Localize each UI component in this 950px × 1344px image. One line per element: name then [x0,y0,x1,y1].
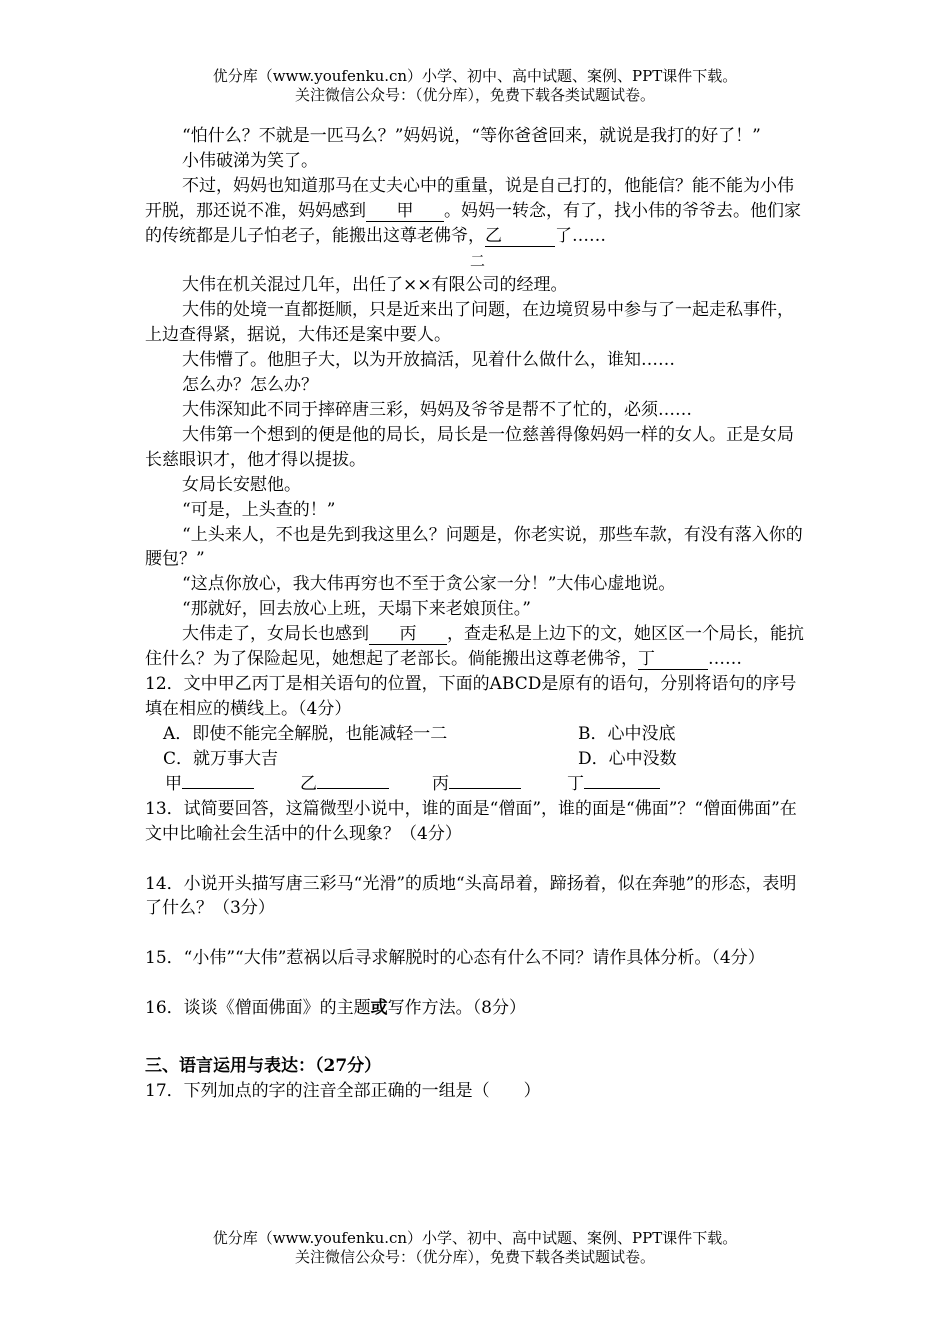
question-12: 12．文中甲乙丙丁是相关语句的位置，下面的ABCD是原有的语句，分别将语句的序号填在相应的横线上。（4分） [145,673,797,719]
question-16-text: 写作方法。（8分） [387,998,526,1019]
answer-blank-ding [567,772,660,797]
answer-label: 乙 [300,773,317,794]
passage-paragraph: “怕什么？不就是一匹马么？”妈妈说，“等你爸爸回来，就说是我打的好了！” [182,126,761,146]
section-3-heading: 三、语言运用与表达：（27分） [145,1056,382,1077]
question-14: 14．小说开头描写唐三彩马“光滑”的质地“头高昂着，蹄扬着，似在奔驰”的形态，表明了什么？（3分） [145,873,797,919]
answer-space [145,1021,810,1046]
blank-yi: 乙 [485,227,555,247]
answer-line [317,788,389,789]
question-15: 15．“小伟”“大伟”惹祸以后寻求解脱时的心态有什么不同？请作具体分析。（4分） [145,948,765,969]
passage-paragraph: “可是，上头查的！” [182,499,336,520]
passage-paragraph: “这点你放心，我大伟再穷也不至于贪公家一分！”大伟心虚地说。 [182,574,676,595]
header-line-1: 优分库（www.youfenku.cn）小学、初中、高中试题、案例、PPT课件下载。 [212,67,738,85]
option-d: D．心中没数 [578,748,677,769]
passage-paragraph: “那就好，回去放心上班，天塌下来老娘顶住。” [182,599,531,620]
passage-paragraph: 大伟懵了。他胆子大，以为开放搞活，见着什么做什么，谁知…… [182,350,675,371]
passage-paragraph: 小伟破涕为笑了。 [182,150,318,171]
answer-line [449,788,521,789]
option-a: A．即使不能完全解脱，也能减轻一二 [163,723,448,744]
passage-text: 。妈妈一转念，有了，找小伟的爷爷去。他们家的传统都是儿子怕老子，能搬出这尊老佛爷， [145,200,801,246]
header-line-2: 关注微信公众号：（优分库），免费下载各类试题试卷。 [294,86,655,104]
question-16-text: 16．谈谈《僧面佛面》的主题 [145,998,371,1019]
question-16-or: 或 [370,998,388,1019]
answer-space [145,847,810,872]
passage-paragraph: 大伟深知此不同于摔碎唐三彩，妈妈及爷爷是帮不了忙的，必须…… [182,399,692,420]
passage-paragraph: 大伟的处境一直都挺顺，只是近来出了问题，在边境贸易中参与了一起走私事件，上边查得紧，据说，大伟还是案中要人。 [145,300,794,346]
answer-label: 丁 [567,773,584,794]
passage-paragraph: 女局长安慰他。 [182,474,301,495]
section-number-2: 二 [469,251,485,270]
passage-paragraph: “上头来人，不也是先到我这里么？问题是，你老实说，那些车款，有没有落入你的腰包？” [145,524,803,570]
passage-paragraph: 大伟在机关混过几年，出任了××有限公司的经理。 [182,275,568,296]
passage-text: 不过，妈妈也知道那马在丈夫心中的重量，说是自己打的，他能信？能不能为小伟开脱，那还说不准，妈妈感到 [145,175,794,221]
answer-space [145,1046,810,1054]
passage-text: 大伟走了，女局长也感到 [182,624,369,645]
footer-line-1: 优分库（www.youfenku.cn）小学、初中、高中试题、案例、PPT课件下载。 [212,1229,738,1247]
answer-label: 甲 [165,773,182,794]
passage-text: 了…… [555,225,606,246]
blank-bing: 丙 [369,625,447,645]
question-16 [145,996,810,1021]
answer-label: 丙 [432,773,449,794]
answer-line [182,788,254,789]
question-13: 13．试简要回答，这篇微型小说中，谁的面是“僧面”，谁的面是“佛面”？“僧面佛面”在文中比喻社会生活中的什么现象？（4分） [145,798,797,844]
page-header [0,67,950,105]
option-c: C．就万事大吉 [163,748,279,769]
passage-paragraph [145,174,810,249]
answer-space [145,921,810,946]
answer-space [145,971,810,996]
answer-blank-jia [165,772,254,797]
question-12-options [145,722,810,797]
page-footer [0,1229,950,1267]
blank-jia: 甲 [366,202,444,222]
option-b: B．心中没底 [578,723,676,744]
footer-line-2: 关注微信公众号：（优分库），免费下载各类试题试卷。 [294,1248,655,1266]
answer-line [584,788,660,789]
answer-blank-bing [432,772,521,797]
passage-paragraph: 怎么办？怎么办？ [182,375,318,396]
passage-paragraph [145,622,810,672]
answer-blank-yi [300,772,389,797]
blank-ding: 丁 [638,650,708,670]
passage-paragraph: 大伟第一个想到的便是他的局长，局长是一位慈善得像妈妈一样的女人。正是女局长慈眼识才，他才得以提拔。 [145,424,794,470]
passage-text: ，查走私是上边下的文，她区区一个局长，能抗住什么？为了保险起见，她想起了老部长。倘能搬出这尊老佛爷， [145,624,804,670]
question-17: 17．下列加点的字的注音全部正确的一组是（ ） [145,1081,541,1102]
passage-text: …… [708,649,742,670]
document-body [145,124,810,1104]
